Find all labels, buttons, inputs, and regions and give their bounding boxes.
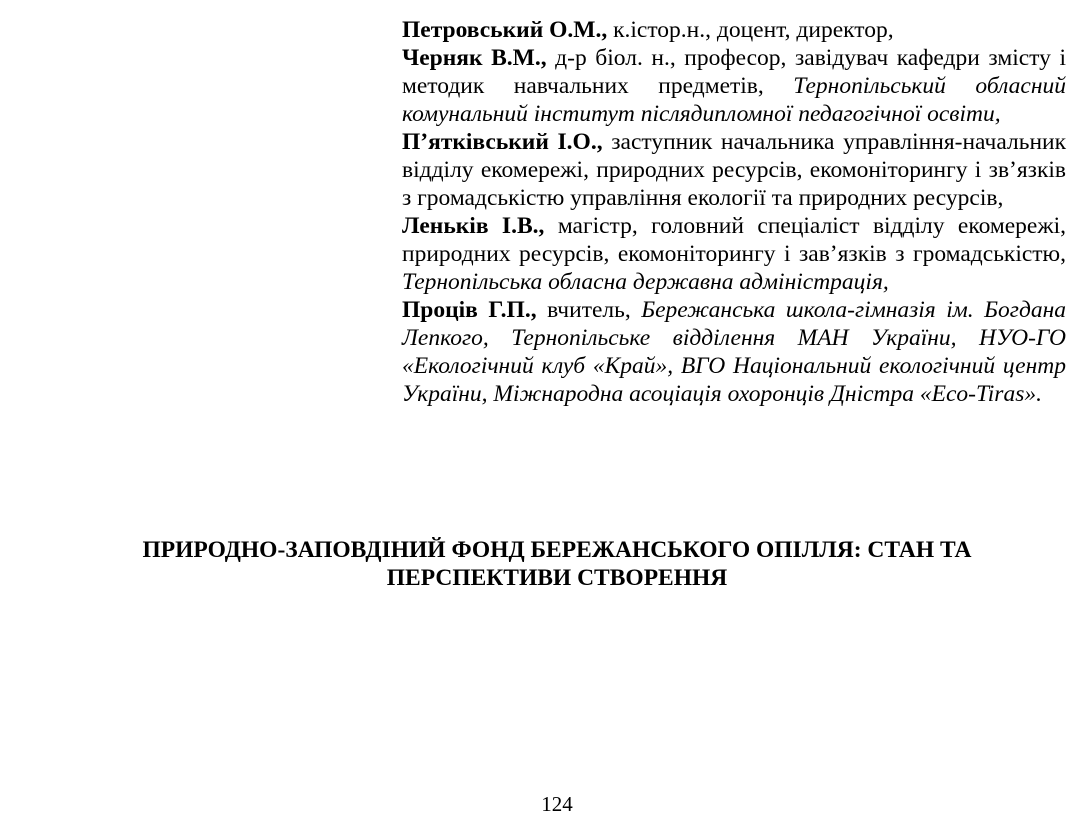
- author-details: к.істор.н., доцент, директор,: [607, 17, 894, 43]
- author-entry-cherniak: [402, 44, 1066, 128]
- author-details: заступник начальника управління-начальник відділу екомережі, природних ресурсів, екомоніторингу і зв’язків з громадськістю управління екології та природних ресурсів,: [402, 129, 1067, 211]
- author-entry-lenkiv: [402, 212, 1066, 296]
- author-name: Проців Г.П.,: [402, 297, 537, 323]
- author-affiliation: Бережанська школа-гімназія ім. Богдана Лепкого, Тернопільське відділення МАН України, НУО-ГО «Екологічний клуб «Край», ВГО Національний екологічний центр України, Міжнародна асоціація охоронців Дністра «Eco-Tiras».: [402, 297, 1066, 407]
- author-name: Черняк В.М.,: [402, 45, 547, 71]
- author-details: вчитель,: [536, 297, 642, 323]
- author-affiliation: Тернопільська обласна державна адміністрація,: [402, 269, 889, 295]
- author-name: П’ятківський І.О.,: [402, 129, 603, 155]
- author-entry-piatkivskyi: [402, 128, 1066, 212]
- article-title-line-2: ПЕРСПЕКТИВИ СТВОРЕННЯ: [386, 565, 728, 591]
- author-entry-protsiv: [402, 296, 1066, 408]
- author-name: Леньків І.В.,: [402, 213, 545, 239]
- author-entry-petrovskyi: [402, 16, 1066, 44]
- author-affiliation: Тернопільський обласний комунальний інститут післядипломної педагогічної освіти,: [402, 73, 1066, 127]
- page-number: 124: [541, 792, 573, 816]
- author-details: д-р біол. н., професор, завідувач кафедри змісту і методик навчальних предметів,: [402, 45, 1066, 99]
- author-name: Петровський О.М.,: [402, 17, 608, 43]
- authors-block: [402, 16, 1066, 408]
- article-title-line-1: ПРИРОДНО-ЗАПОВДІНИЙ ФОНД БЕРЕЖАНСЬКОГО ОПІЛЛЯ: СТАН ТА: [142, 537, 972, 563]
- article-title: [40, 536, 1074, 592]
- author-details: магістр, головний спеціаліст відділу екомережі, природних ресурсів, екомоніторингу і зав’язків з громадськістю,: [402, 213, 1067, 267]
